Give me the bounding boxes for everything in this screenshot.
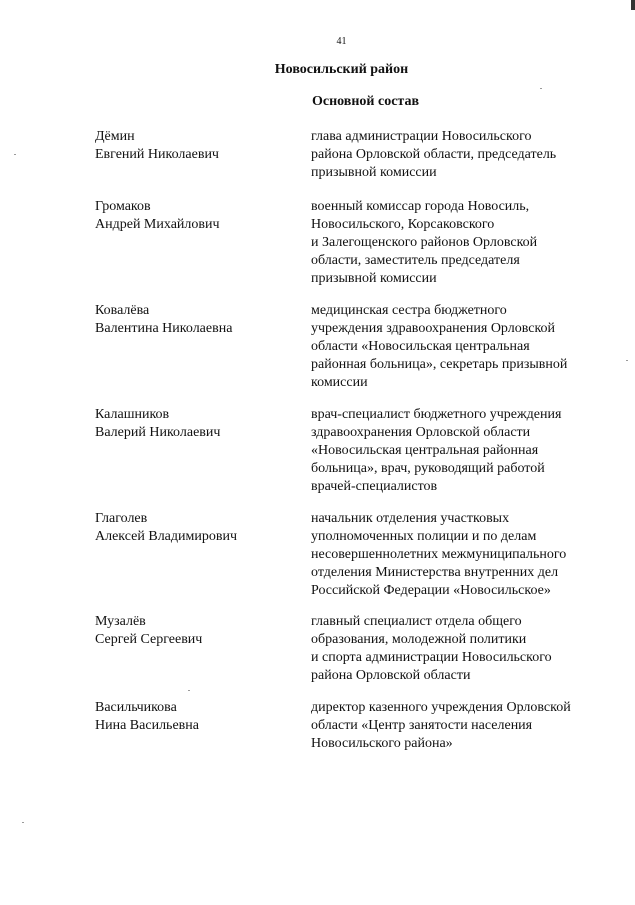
- member-role-line: районная больница», секретарь призывной: [311, 357, 568, 372]
- member-role-line: Новосильского района»: [311, 736, 453, 751]
- member-role-line: образования, молодежной политики: [311, 632, 527, 647]
- member-role-line: врачей-специалистов: [311, 479, 438, 494]
- member-surname: Васильчикова: [95, 700, 177, 715]
- member-role-line: главный специалист отдела общего: [311, 614, 522, 629]
- member-role-line: медицинская сестра бюджетного: [311, 303, 507, 318]
- member-role-line: и Залегощенского районов Орловской: [311, 235, 538, 250]
- member-role-line: области «Новосильская центральная: [311, 339, 530, 354]
- scan-speck: [188, 690, 190, 691]
- member-role-line: глава администрации Новосильского: [311, 129, 532, 144]
- scan-speck: [626, 360, 628, 361]
- member-role-line: области «Центр занятости населения: [311, 718, 533, 733]
- member-surname: Ковалёва: [95, 303, 150, 318]
- member-surname: Громаков: [95, 199, 151, 214]
- member-given-names: Валерий Николаевич: [95, 425, 221, 440]
- member-given-names: Нина Васильевна: [95, 718, 199, 733]
- page-number: 41: [336, 36, 347, 47]
- member-role: [311, 198, 611, 288]
- member-role-line: врач-специалист бюджетного учреждения: [311, 407, 562, 422]
- member-role-line: здравоохранения Орловской области: [311, 425, 531, 440]
- member-given-names: Алексей Владимирович: [95, 529, 238, 544]
- member-name: [95, 198, 295, 234]
- member-role-line: и спорта администрации Новосильского: [311, 650, 552, 665]
- member-role-line: комиссии: [311, 375, 368, 390]
- member-given-names: Сергей Сергеевич: [95, 632, 203, 647]
- scan-edge-mark: [631, 0, 635, 10]
- member-surname: Калашников: [95, 407, 170, 422]
- scan-speck: [14, 154, 16, 155]
- member-given-names: Валентина Николаевна: [95, 321, 233, 336]
- scan-speck: [22, 822, 24, 823]
- member-role-line: начальник отделения участковых: [311, 511, 510, 526]
- member-role-line: директор казенного учреждения Орловской: [311, 700, 571, 715]
- member-role: [311, 699, 611, 753]
- member-role-line: района Орловской области, председатель: [311, 147, 557, 162]
- member-given-names: Евгений Николаевич: [95, 147, 219, 162]
- member-name: [95, 302, 295, 338]
- member-role: [311, 406, 611, 496]
- member-role-line: несовершеннолетних межмуниципального: [311, 547, 567, 562]
- member-role-line: отделения Министерства внутренних дел: [311, 565, 559, 580]
- member-role-line: Российской Федерации «Новосильское»: [311, 583, 551, 598]
- member-role-line: учреждения здравоохранения Орловской: [311, 321, 556, 336]
- member-name: [95, 128, 295, 164]
- member-role-line: области, заместитель председателя: [311, 253, 520, 268]
- member-surname: Музалёв: [95, 614, 146, 629]
- member-role-line: военный комиссар города Новосиль,: [311, 199, 530, 214]
- member-role: [311, 302, 611, 392]
- member-role: [311, 128, 611, 182]
- member-name: [95, 699, 295, 735]
- district-title: Новосильский район: [274, 62, 409, 77]
- member-role: [311, 510, 611, 600]
- section-title: Основной состав: [311, 94, 420, 109]
- member-name: [95, 406, 295, 442]
- scan-speck: [540, 88, 542, 89]
- member-given-names: Андрей Михайлович: [95, 217, 220, 232]
- member-name: [95, 613, 295, 649]
- member-role-line: «Новосильская центральная районная: [311, 443, 539, 458]
- member-role-line: уполномоченных полиции и по делам: [311, 529, 537, 544]
- member-surname: Глаголев: [95, 511, 148, 526]
- member-role-line: больница», врач, руководящий работой: [311, 461, 545, 476]
- member-role-line: призывной комиссии: [311, 271, 437, 286]
- member-role-line: района Орловской области: [311, 668, 471, 683]
- member-role: [311, 613, 611, 685]
- member-role-line: призывной комиссии: [311, 165, 437, 180]
- member-role-line: Новосильского, Корсаковского: [311, 217, 495, 232]
- member-surname: Дёмин: [95, 129, 135, 144]
- member-name: [95, 510, 295, 546]
